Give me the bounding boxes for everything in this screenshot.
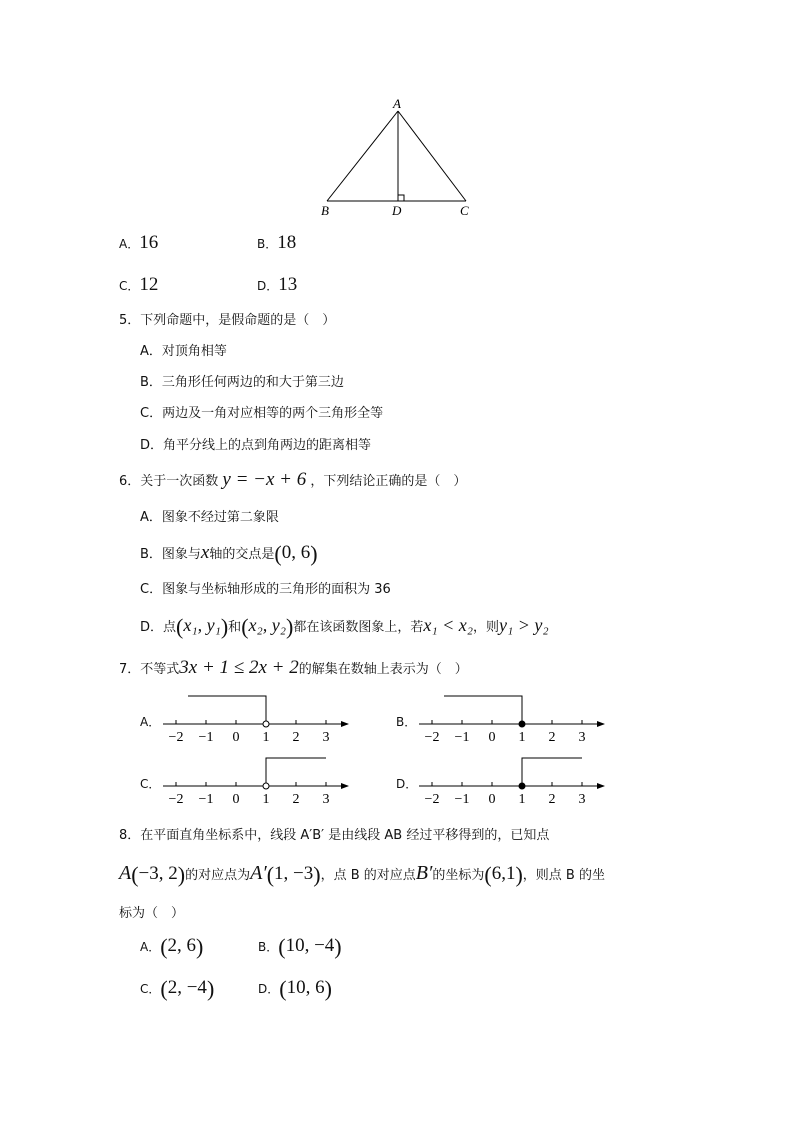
q6-stem-pre: 6．关于一次函数 — [119, 474, 219, 489]
number-line-c — [163, 758, 348, 807]
tick-label: 2 — [292, 730, 300, 745]
paren-close: ) — [334, 934, 342, 959]
q8-a-coord: −3, 2 — [138, 863, 178, 884]
q7-stem-pre: 7．不等式 — [119, 662, 180, 677]
q5-option-d: D．角平分线上的点到角两边的距离相等 — [140, 438, 372, 453]
q6-optb-pre: B．图象与 — [140, 547, 201, 562]
q6-optd-cond: x₁ < x₂ — [423, 615, 473, 635]
tick-label: 1 — [518, 730, 526, 745]
tick-label: 3 — [578, 730, 586, 745]
q7-inequality: 3x + 1 ≤ 2x + 2 — [179, 657, 299, 678]
paren-close: ) — [196, 934, 204, 959]
q6-optd-and: 和 — [228, 620, 242, 635]
paren-open: ( — [278, 934, 286, 959]
tick-label: 0 — [488, 730, 496, 745]
q5-option-c: C．两边及一角对应相等的两个三角形全等 — [140, 406, 384, 421]
q6-optd-p2: x₂, y₂ — [248, 615, 287, 635]
q6-optb-x: x — [200, 542, 210, 563]
paren-close: ) — [515, 862, 523, 887]
q8-point-a: A — [119, 862, 132, 884]
paren-close: ) — [286, 614, 294, 639]
paren-open: ( — [160, 976, 168, 1001]
paren-open: ( — [241, 614, 249, 639]
q7-label-b: B． — [396, 715, 417, 729]
q8-stem-line1: 8．在平面直角坐标系中，线段 A′B′ 是由线段 AB 经过平移得到的，已知点 — [119, 828, 550, 843]
paren-open: ( — [131, 862, 139, 887]
tick-label: 2 — [548, 792, 556, 807]
q8-point-a-prime: A′ — [250, 862, 267, 884]
option-value: 13 — [278, 274, 298, 295]
tick-label: 0 — [488, 792, 496, 807]
option-label: A． — [119, 237, 140, 251]
tick-label: 1 — [262, 730, 270, 745]
tick-label: −2 — [168, 730, 184, 745]
tick-label: 0 — [232, 792, 240, 807]
q6-optb-point: 0, 6 — [281, 542, 311, 563]
q6-optd-p1: x₁, y₁ — [183, 615, 221, 635]
option-label: B． — [258, 940, 279, 954]
number-line-b — [419, 696, 604, 745]
vertex-b-label: B — [321, 203, 329, 218]
open-point — [263, 721, 269, 727]
q8-mid4: ，则点 B 的坐 — [522, 868, 605, 883]
q8-ap-coord: 1, −3 — [274, 863, 314, 884]
q5-option-b: B．三角形任何两边的和大于第三边 — [140, 375, 344, 390]
number-line-a — [163, 696, 348, 745]
tick-label: 0 — [232, 730, 240, 745]
q6-optd-res: y₁ > y₂ — [499, 615, 549, 635]
q6-option-a: A．图象不经过第二象限 — [140, 510, 279, 525]
number-line-d — [419, 758, 604, 807]
solution-bracket — [444, 696, 522, 724]
tick-label: −1 — [198, 792, 214, 807]
q7-label-a: A． — [140, 715, 161, 729]
q7-label-d: D． — [396, 777, 418, 791]
paren-close: ) — [324, 976, 332, 1001]
paren-open: ( — [266, 862, 275, 887]
q8-option-d — [258, 978, 332, 1000]
vertex-a-label: A — [393, 96, 401, 111]
solution-bracket — [522, 758, 582, 786]
q8-stem-line3: 标为（ ） — [119, 906, 185, 921]
q6-function: y = −x + 6 — [222, 469, 307, 490]
option-value: 2, −4 — [167, 977, 207, 998]
q8-option-b — [258, 936, 342, 958]
q6-optd-mid: 都在该函数图象上，若 — [293, 620, 424, 635]
tick-label: −1 — [454, 730, 470, 745]
q6-optd-pre: D．点 — [140, 620, 177, 635]
paren-open: ( — [279, 976, 287, 1001]
option-value: 10, 6 — [286, 977, 325, 998]
option-value: 2, 6 — [167, 935, 197, 956]
q7-label-c: C． — [140, 777, 161, 791]
paren-open: ( — [274, 541, 282, 566]
q6-optb-mid: 轴的交点是 — [209, 547, 275, 562]
tick-label: 3 — [322, 792, 330, 807]
q5-stem: 5．下列命题中，是假命题的是（ ） — [119, 313, 336, 328]
option-label: A． — [140, 940, 161, 954]
tick-label: 1 — [262, 792, 270, 807]
option-value: 18 — [277, 232, 297, 253]
option-value: 10, −4 — [285, 935, 335, 956]
tick-label: −2 — [424, 792, 440, 807]
paren-open: ( — [484, 862, 492, 887]
q8-mid1: 的对应点为 — [185, 868, 251, 883]
open-point — [263, 783, 269, 789]
option-label: B． — [257, 237, 278, 251]
q6-optd-then: ，则 — [473, 620, 500, 635]
tick-label: −2 — [424, 730, 440, 745]
point-d-label: D — [392, 203, 402, 218]
option-label: D． — [258, 982, 280, 996]
tick-label: 3 — [322, 730, 330, 745]
q6-stem-post: ，下列结论正确的是（ ） — [310, 474, 467, 489]
q7-stem-post: 的解集在数轴上表示为（ ） — [298, 662, 468, 677]
q8-mid3: 的坐标为 — [432, 868, 485, 883]
q6-option-c: C．图象与坐标轴形成的三角形的面积为 36 — [140, 582, 391, 597]
option-value: 12 — [139, 274, 159, 295]
paren-close: ) — [177, 862, 186, 887]
solution-bracket — [188, 696, 266, 724]
option-label: D． — [257, 279, 279, 293]
vertex-c-label: C — [460, 203, 469, 218]
tick-label: −1 — [454, 792, 470, 807]
tick-label: −2 — [168, 792, 184, 807]
paren-close: ) — [206, 976, 215, 1001]
tick-label: 2 — [548, 730, 556, 745]
closed-point — [519, 721, 525, 727]
tick-label: 2 — [292, 792, 300, 807]
paren-close: ) — [220, 614, 229, 639]
q8-option-a — [140, 936, 203, 958]
q5-option-a: A．对顶角相等 — [140, 344, 227, 359]
paren-open: ( — [176, 614, 184, 639]
q8-stem-line2 — [119, 864, 605, 886]
tick-label: 3 — [578, 792, 586, 807]
paren-close: ) — [313, 862, 321, 887]
q8-bp-coord: 6,1 — [491, 863, 516, 884]
solution-bracket — [266, 758, 326, 786]
q8-mid2: ，点 B 的对应点 — [320, 868, 416, 883]
tick-label: 1 — [518, 792, 526, 807]
closed-point — [519, 783, 525, 789]
tick-label: −1 — [198, 730, 214, 745]
option-value: 16 — [139, 232, 159, 253]
q8-point-b-prime: B′ — [415, 862, 433, 884]
paren-close: ) — [310, 541, 318, 566]
paren-open: ( — [160, 934, 168, 959]
option-label: C． — [140, 982, 161, 996]
option-label: C． — [119, 279, 140, 293]
q8-option-c — [140, 978, 214, 1000]
